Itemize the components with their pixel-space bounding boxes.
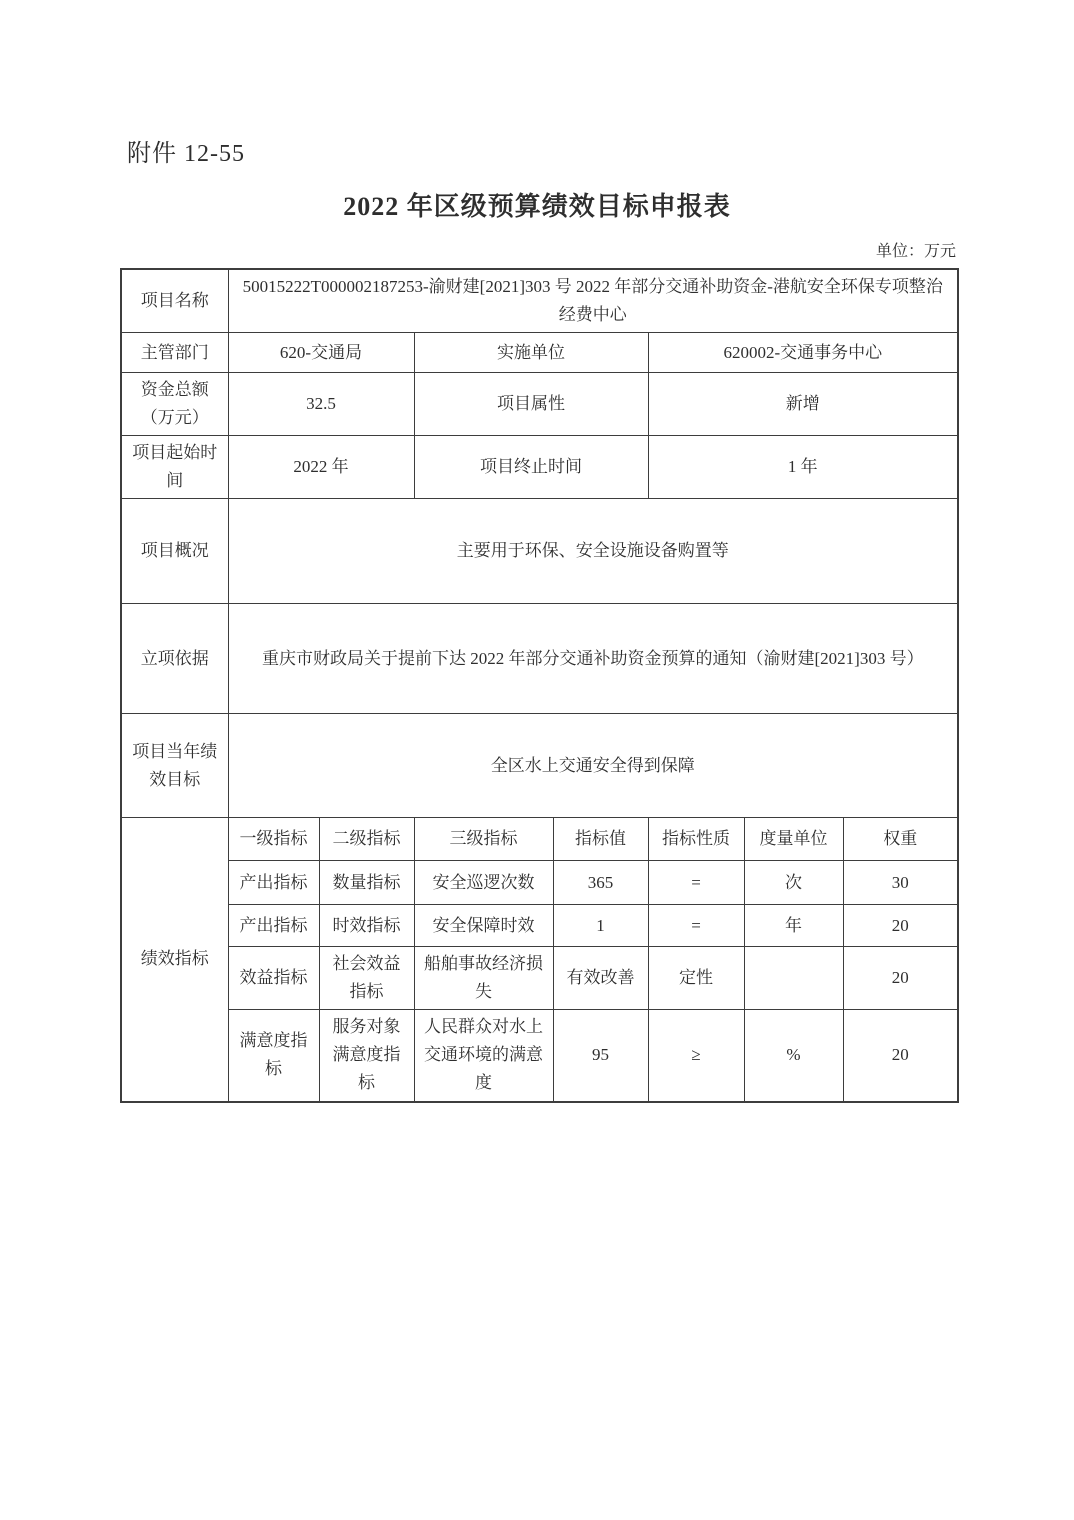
indicator-level2: 服务对象满意度指标 [319,1010,414,1102]
row-project-name [121,269,958,333]
indicator-row-quantity [121,861,958,905]
annual-goal-value: 全区水上交通安全得到保障 [228,714,958,818]
indicator-value: 95 [553,1010,648,1102]
row-amount [121,373,958,436]
budget-form-table [120,268,959,1103]
indicator-value: 1 [553,905,648,947]
indicator-header-level1: 一级指标 [228,818,319,861]
indicator-section-label: 绩效指标 [121,818,228,1102]
impl-label: 实施单位 [414,333,648,373]
indicator-header-level3: 三级指标 [414,818,553,861]
end-label: 项目终止时间 [414,436,648,499]
indicator-value: 有效改善 [553,947,648,1010]
indicator-header-row [121,818,958,861]
project-name-value: 50015222T000002187253-渝财建[2021]303 号 2022 年部分交通补助资金-港航安全环保专项整治经费中心 [228,269,958,333]
amount-value: 32.5 [228,373,414,436]
document-title: 2022 年区级预算绩效目标申报表 [343,192,731,221]
indicator-level2: 时效指标 [319,905,414,947]
indicator-level3: 船舶事故经济损失 [414,947,553,1010]
row-department [121,333,958,373]
attr-value: 新增 [648,373,958,436]
annual-goal-label: 项目当年绩效目标 [121,714,228,818]
overview-value: 主要用于环保、安全设施设备购置等 [228,499,958,604]
row-basis [121,604,958,714]
indicator-header-value: 指标值 [553,818,648,861]
overview-label: 项目概况 [121,499,228,604]
indicator-header-weight: 权重 [843,818,958,861]
impl-value: 620002-交通事务中心 [648,333,958,373]
start-value: 2022 年 [228,436,414,499]
dept-label: 主管部门 [121,333,228,373]
basis-label: 立项依据 [121,604,228,714]
indicator-unit: % [744,1010,843,1102]
indicator-weight: 20 [843,1010,958,1102]
indicator-level3: 人民群众对水上交通环境的满意度 [414,1010,553,1102]
row-annual-goal [121,714,958,818]
indicator-weight: 20 [843,905,958,947]
project-name-label: 项目名称 [121,269,228,333]
dept-value: 620-交通局 [228,333,414,373]
attachment-number: 附件 12-55 [127,141,245,167]
indicator-level3: 安全保障时效 [414,905,553,947]
indicator-unit: 年 [744,905,843,947]
indicator-row-benefit [121,947,958,1010]
indicator-row-satisfaction [121,1010,958,1102]
indicator-level2: 数量指标 [319,861,414,905]
end-value: 1 年 [648,436,958,499]
row-duration [121,436,958,499]
indicator-weight: 30 [843,861,958,905]
indicator-nature: 定性 [648,947,744,1010]
indicator-unit [744,947,843,1010]
indicator-level3: 安全巡逻次数 [414,861,553,905]
indicator-nature: = [648,905,744,947]
indicator-unit: 次 [744,861,843,905]
indicator-header-level2: 二级指标 [319,818,414,861]
indicator-level2: 社会效益指标 [319,947,414,1010]
indicator-value: 365 [553,861,648,905]
attr-label: 项目属性 [414,373,648,436]
indicator-nature: = [648,861,744,905]
indicator-header-unit: 度量单位 [744,818,843,861]
indicator-level1: 产出指标 [228,861,319,905]
indicator-level1: 效益指标 [228,947,319,1010]
unit-note: 单位：万元 [875,243,956,260]
indicator-row-timeliness [121,905,958,947]
indicator-level1: 满意度指标 [228,1010,319,1102]
indicator-level1: 产出指标 [228,905,319,947]
start-label: 项目起始时间 [121,436,228,499]
indicator-weight: 20 [843,947,958,1010]
indicator-header-nature: 指标性质 [648,818,744,861]
row-overview [121,499,958,604]
indicator-nature: ≥ [648,1010,744,1102]
basis-value: 重庆市财政局关于提前下达 2022 年部分交通补助资金预算的通知（渝财建[2021]303 号） [228,604,958,714]
amount-label: 资金总额（万元） [121,373,228,436]
